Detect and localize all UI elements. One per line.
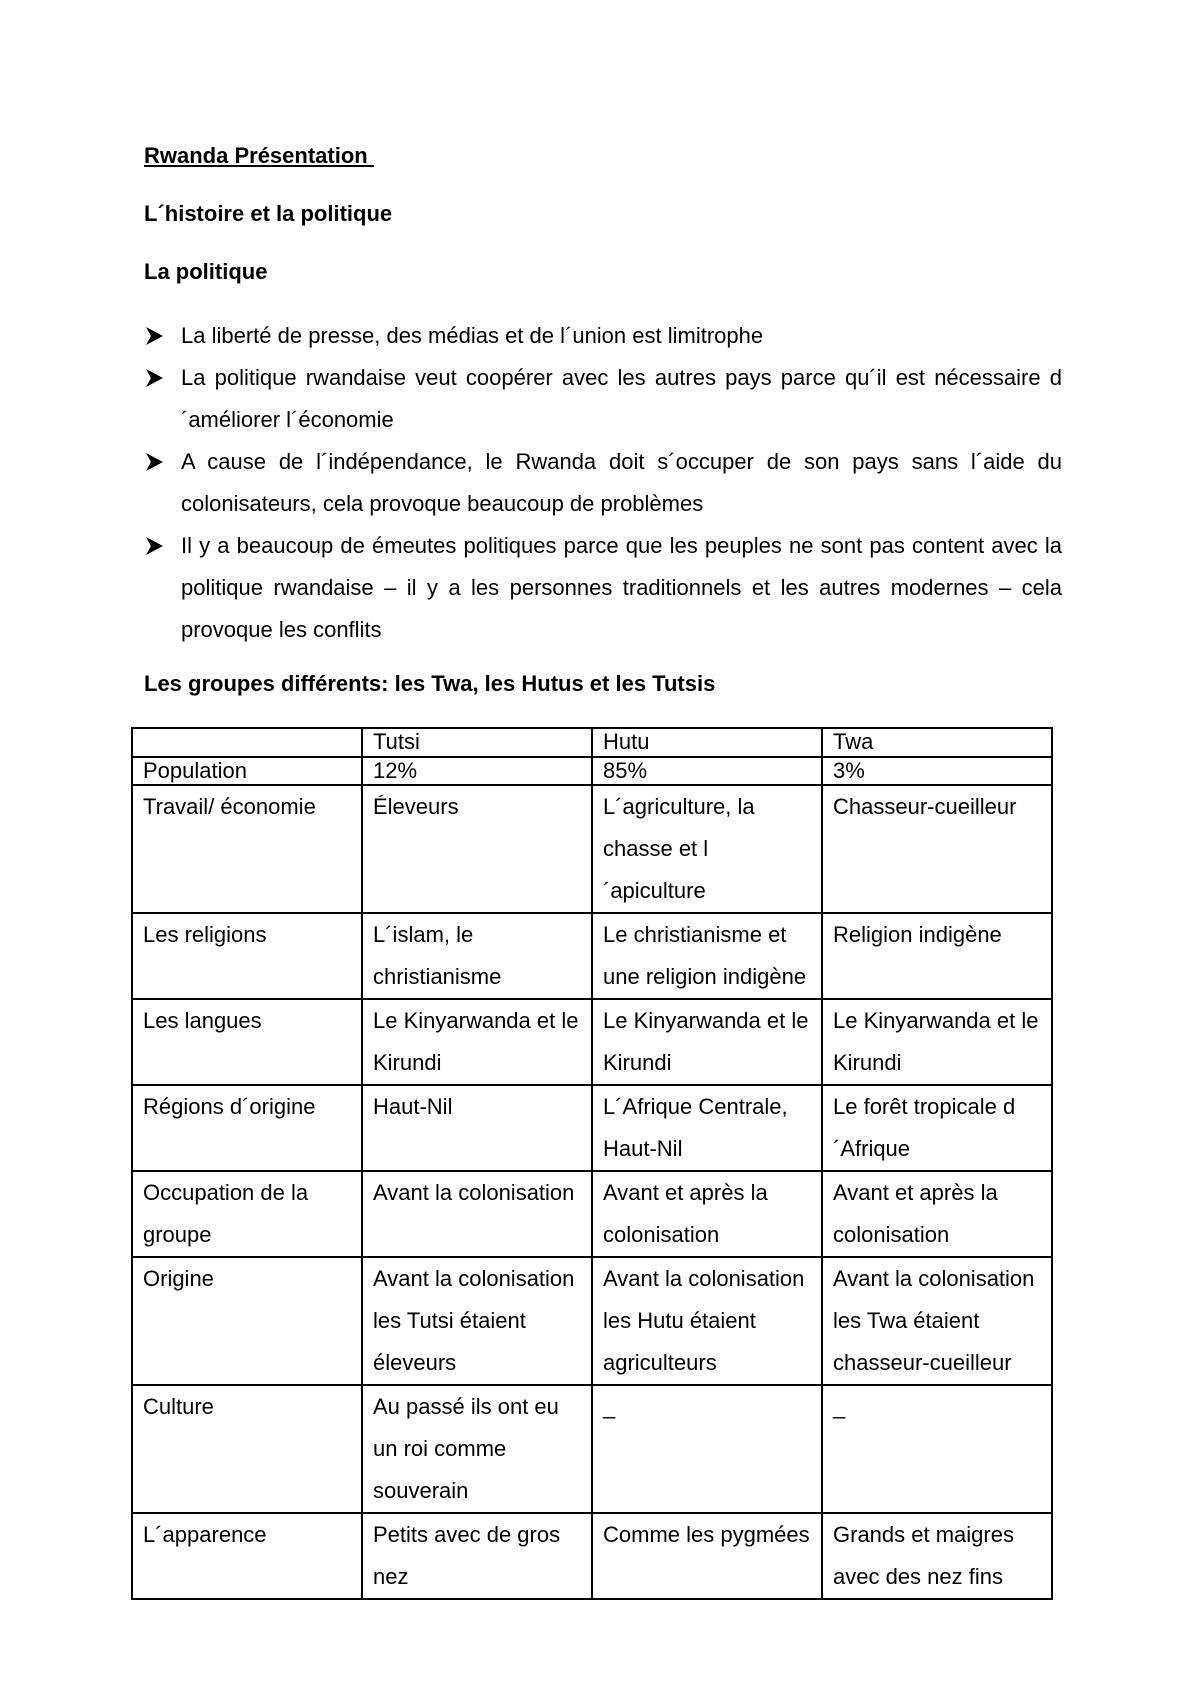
table-row-label: Population	[132, 757, 362, 785]
table-cell: Avant la colonisation	[362, 1171, 592, 1257]
table-cell: Le Kinyarwanda et le Kirundi	[822, 999, 1052, 1085]
table-row	[132, 1385, 1052, 1513]
section-heading-history: L´histoire et la politique	[144, 201, 393, 226]
table-cell: Le Kinyarwanda et le Kirundi	[362, 999, 592, 1085]
table-row	[132, 785, 1052, 913]
table-cell: Haut-Nil	[362, 1085, 592, 1171]
document-title: Rwanda Présentation	[144, 143, 374, 168]
table-cell: Avant la colonisation les Twa étaient chasseur-cueilleur	[822, 1257, 1052, 1385]
table-cell: 85%	[592, 757, 822, 785]
arrow-bullet-icon	[144, 368, 164, 388]
table-row-label: Régions d´origine	[132, 1085, 362, 1171]
table-row	[132, 999, 1052, 1085]
table-cell: Petits avec de gros nez	[362, 1513, 592, 1599]
bullet-item	[144, 357, 1062, 441]
table-cell: Avant et après la colonisation	[822, 1171, 1052, 1257]
table-row-label: Origine	[132, 1257, 362, 1385]
bullet-item	[144, 441, 1062, 525]
bullet-item	[144, 525, 1062, 651]
table-row	[132, 913, 1052, 999]
table-row	[132, 1513, 1052, 1599]
table-row-label: Travail/ économie	[132, 785, 362, 913]
table-cell: Éleveurs	[362, 785, 592, 913]
table-row-label: Occupation de la groupe	[132, 1171, 362, 1257]
arrow-bullet-icon	[144, 452, 164, 472]
table-cell: Le christianisme et une religion indigène	[592, 913, 822, 999]
table-cell: Grands et maigres avec des nez fins	[822, 1513, 1052, 1599]
table-cell: Le Kinyarwanda et le Kirundi	[592, 999, 822, 1085]
table-cell: L´agriculture, la chasse et l ´apiculture	[592, 785, 822, 913]
table-row	[132, 1085, 1052, 1171]
bullet-text: La politique rwandaise veut coopérer avec les autres pays parce qu´il est nécessaire d´améliorer l´économie	[181, 365, 1062, 432]
table-cell: 12%	[362, 757, 592, 785]
table-cell: 3%	[822, 757, 1052, 785]
table-row-label: Culture	[132, 1385, 362, 1513]
table-cell: Religion indigène	[822, 913, 1052, 999]
table-cell: Avant la colonisation les Hutu étaient agriculteurs	[592, 1257, 822, 1385]
groups-table	[131, 727, 1053, 1600]
table-cell: Chasseur-cueilleur	[822, 785, 1052, 913]
section-heading-groups: Les groupes différents: les Twa, les Hutus et les Tutsis	[144, 671, 716, 696]
table-cell: Avant la colonisation les Tutsi étaient éleveurs	[362, 1257, 592, 1385]
bullet-text: Il y a beaucoup de émeutes politiques parce que les peuples ne sont pas content avec la politique rwandaise – il y a les personnes traditionnels et les autres modernes – cela provoque les conflits	[181, 533, 1062, 642]
table-cell: L´islam, le christianisme	[362, 913, 592, 999]
table-header-cell: Tutsi	[362, 728, 592, 757]
table-header-row	[132, 728, 1052, 757]
table-header-cell	[132, 728, 362, 757]
arrow-bullet-icon	[144, 536, 164, 556]
table-row	[132, 1257, 1052, 1385]
bullet-text: La liberté de presse, des médias et de l´union est limitrophe	[181, 323, 764, 348]
table-row-label: Les langues	[132, 999, 362, 1085]
table-header-cell: Hutu	[592, 728, 822, 757]
table-header-cell: Twa	[822, 728, 1052, 757]
table-cell: _	[592, 1385, 822, 1513]
table-cell: _	[822, 1385, 1052, 1513]
table-cell: L´Afrique Centrale, Haut-Nil	[592, 1085, 822, 1171]
table-row-label: Les religions	[132, 913, 362, 999]
bullet-text: A cause de l´indépendance, le Rwanda doit s´occuper de son pays sans l´aide du colonisateurs, cela provoque beaucoup de problèmes	[181, 449, 1062, 516]
table-cell: Avant et après la colonisation	[592, 1171, 822, 1257]
section-heading-politics: La politique	[144, 259, 268, 284]
table-row	[132, 1171, 1052, 1257]
bullet-item	[144, 315, 1062, 357]
table-row-label: L´apparence	[132, 1513, 362, 1599]
table-cell: Le forêt tropicale d ´Afrique	[822, 1085, 1052, 1171]
table-cell: Comme les pygmées	[592, 1513, 822, 1599]
table-cell: Au passé ils ont eu un roi comme souverain	[362, 1385, 592, 1513]
arrow-bullet-icon	[144, 326, 164, 346]
politics-bullet-list	[144, 315, 1062, 651]
table-row	[132, 757, 1052, 785]
